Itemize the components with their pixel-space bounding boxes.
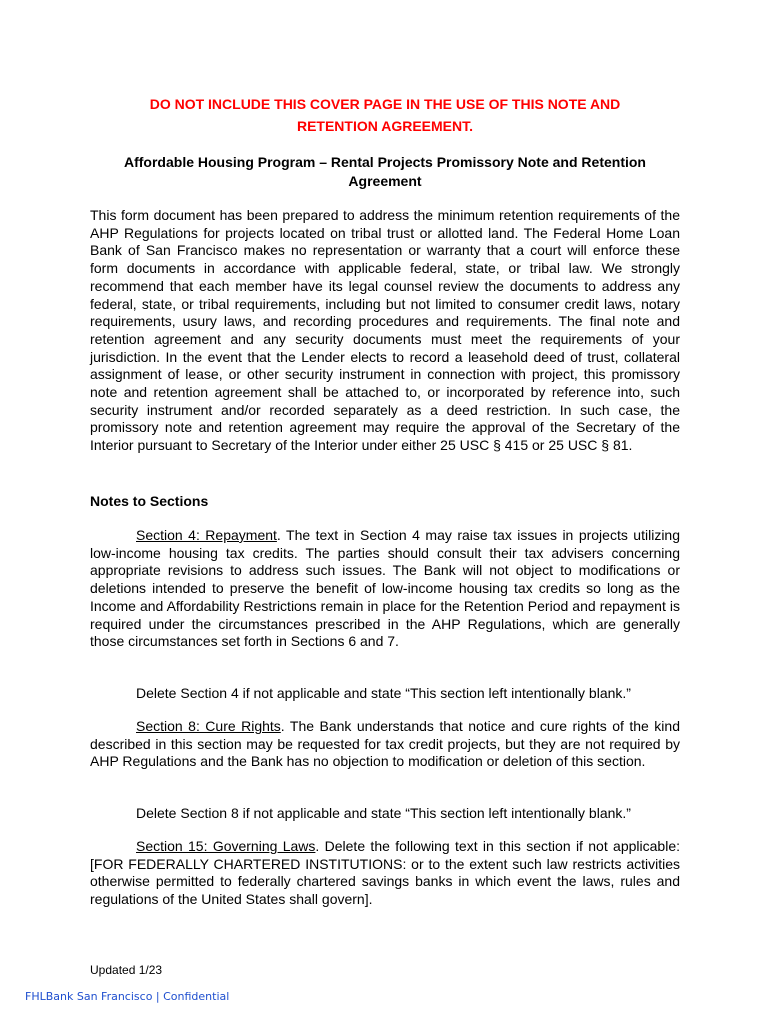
section-8-note: [90, 718, 680, 771]
updated-date-note: Updated 1/23: [90, 963, 163, 977]
document-title-line2: Agreement: [348, 173, 422, 189]
section-4-note: [90, 527, 680, 651]
delete-section-4-instruction: Delete Section 4 if not applicable and state “This section left intentionally blank.”: [136, 685, 631, 701]
cover-page-warning-line2: RETENTION AGREEMENT.: [296, 118, 474, 134]
section-15-body: . Delete the following text in this section if not applicable: [FOR FEDERALLY CHARTERED INSTITUTIONS: or to the extent such law restricts activities otherwise permitted to federally chartered savings banks in which event the laws, rules and regulations of the United States shall govern].: [90, 838, 680, 908]
section-8-heading: Section 8: Cure Rights: [136, 718, 281, 734]
section-15-heading: Section 15: Governing Laws: [136, 838, 316, 854]
section-4-body: . The text in Section 4 may raise tax issues in projects utilizing low-income housing tax credits. The parties should consult their tax advisers concerning appropriate revisions to address such issues. The Bank will not object to modifications or deletions intended to preserve the benefit of low-income housing tax credits so long as the Income and Affordability Restrictions remain in place for the Retention Period and repayment is required under the circumstances prescribed in the AHP Regulations, which are generally those circumstances set forth in Sections 6 and 7.: [90, 527, 680, 650]
section-15-note: [90, 838, 680, 909]
document-title-line1: Affordable Housing Program – Rental Projects Promissory Note and Retention: [124, 154, 646, 170]
delete-section-8-instruction: Delete Section 8 if not applicable and state “This section left intentionally blank.”: [136, 805, 631, 821]
section-4-heading: Section 4: Repayment: [136, 527, 277, 543]
cover-page-warning-line1: DO NOT INCLUDE THIS COVER PAGE IN THE USE OF THIS NOTE AND: [149, 96, 621, 112]
cover-page-warning: [90, 93, 680, 137]
intro-paragraph: This form document has been prepared to address the minimum retention requirements of the AHP Regulations for projects located on tribal trust or allotted land. The Federal Home Loan Bank of San Francisco makes no representation or warranty that a court will enforce these form documents in accordance with applicable federal, state, or tribal law. We strongly recommend that each member have its legal counsel review the documents to address any federal, state, or tribal requirements, including but not limited to consumer credit laws, notary requirements, usury laws, and recording procedures and requirements. The final note and retention agreement and any security documents must meet the requirements of your jurisdiction. In the event that the Lender elects to record a leasehold deed of trust, collateral assignment of lease, or other security instrument in connection with project, this promissory note and retention agreement shall be attached to, or incorporated by reference into, such security instrument and/or recorded separately as a deed restriction. In such case, the promissory note and retention agreement may require the approval of the Secretary of the Interior pursuant to Secretary of the Interior under either 25 USC § 415 or 25 USC § 81.: [90, 207, 680, 454]
notes-to-sections-heading: Notes to Sections: [90, 493, 209, 509]
document-title: [90, 153, 680, 191]
confidentiality-footer: FHLBank San Francisco | Confidential: [25, 990, 230, 1003]
section-8-body: . The Bank understands that notice and cure rights of the kind described in this section may be requested for tax credit projects, but they are not required by AHP Regulations and the Bank has no objection to modification or deletion of this section.: [90, 718, 680, 770]
